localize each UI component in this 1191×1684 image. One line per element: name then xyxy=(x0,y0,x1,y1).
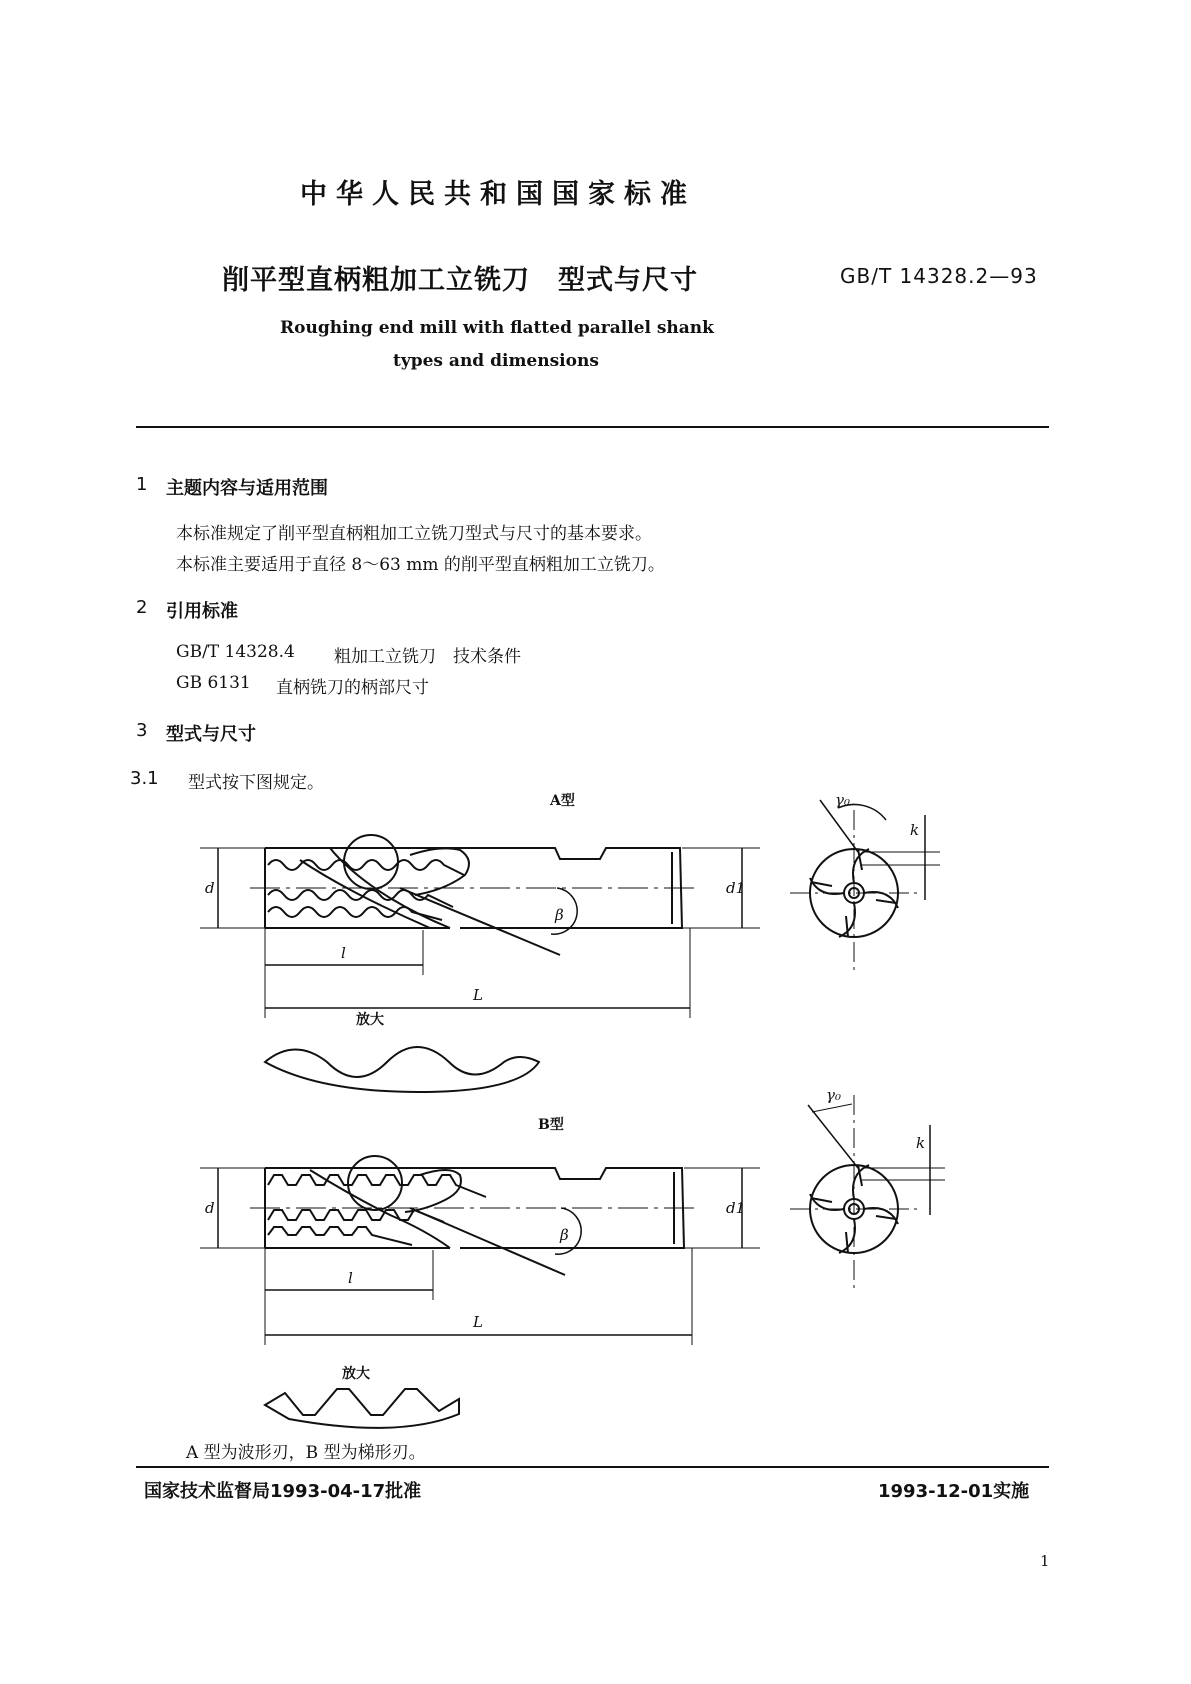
section-1-line-1: 本标准规定了削平型直柄粗加工立铣刀型式与尺寸的基本要求。 xyxy=(176,524,652,544)
label-l-b: l xyxy=(348,1269,353,1287)
label-gamma-b: γ₀ xyxy=(826,1086,841,1104)
label-d-a: d xyxy=(205,879,215,897)
section-2-heading: 引用标准 xyxy=(166,601,238,622)
implementation-date: 1993-12-01实施 xyxy=(878,1481,1030,1502)
section-3-1-text: 型式按下图规定。 xyxy=(188,773,324,793)
figure-b-caption: B型 xyxy=(538,1117,564,1133)
page-number: 1 xyxy=(1040,1552,1050,1570)
national-standard-title: 中华人民共和国国家标准 xyxy=(300,179,696,210)
document-title-cn: 削平型直柄粗加工立铣刀 型式与尺寸 xyxy=(222,265,698,296)
label-d1-b: d1 xyxy=(726,1199,746,1217)
section-3-number: 3 xyxy=(136,720,148,741)
label-k-b: k xyxy=(916,1134,926,1152)
reference-1-title: 粗加工立铣刀 技术条件 xyxy=(334,647,521,667)
reference-1-code: GB/T 14328.4 xyxy=(176,642,295,662)
figure-note: A 型为波形刃，B 型为梯形刃。 xyxy=(186,1443,426,1463)
reference-2-code: GB 6131 xyxy=(176,673,251,693)
label-L-a: L xyxy=(473,986,483,1004)
section-1-heading: 主题内容与适用范围 xyxy=(166,478,328,499)
document-title-en-line1: Roughing end mill with flatted parallel shank xyxy=(280,318,714,338)
type-b-magnified-trapezoid xyxy=(265,1389,459,1428)
section-1-line-2: 本标准主要适用于直径 8～63 mm 的削平型直柄粗加工立铣刀。 xyxy=(176,555,665,575)
reference-2-title: 直柄铣刀的柄部尺寸 xyxy=(276,678,429,698)
document-title-en-line2: types and dimensions xyxy=(393,351,599,371)
label-gamma-a: γ₀ xyxy=(835,791,850,809)
approval-date: 国家技术监督局1993-04-17批准 xyxy=(144,1481,422,1502)
section-3-heading: 型式与尺寸 xyxy=(166,724,256,745)
type-a-magnified-wave xyxy=(265,1047,539,1092)
footer-divider xyxy=(136,1466,1049,1468)
section-1-number: 1 xyxy=(136,474,148,495)
label-d-b: d xyxy=(205,1199,215,1217)
label-d1-a: d1 xyxy=(726,879,746,897)
figure-a-caption: A型 xyxy=(550,793,575,809)
label-k-a: k xyxy=(910,821,920,839)
magnify-b-label: 放大 xyxy=(342,1366,370,1382)
magnify-a-label: 放大 xyxy=(356,1012,384,1028)
label-beta-b: β xyxy=(560,1226,569,1244)
section-3-1-number: 3.1 xyxy=(130,768,159,789)
label-l-a: l xyxy=(341,944,346,962)
label-L-b: L xyxy=(473,1313,483,1331)
type-b-end-view xyxy=(790,1095,945,1290)
standard-code: GB/T 14328.2—93 xyxy=(840,264,1038,288)
section-2-number: 2 xyxy=(136,597,148,618)
label-beta-a: β xyxy=(555,906,564,924)
